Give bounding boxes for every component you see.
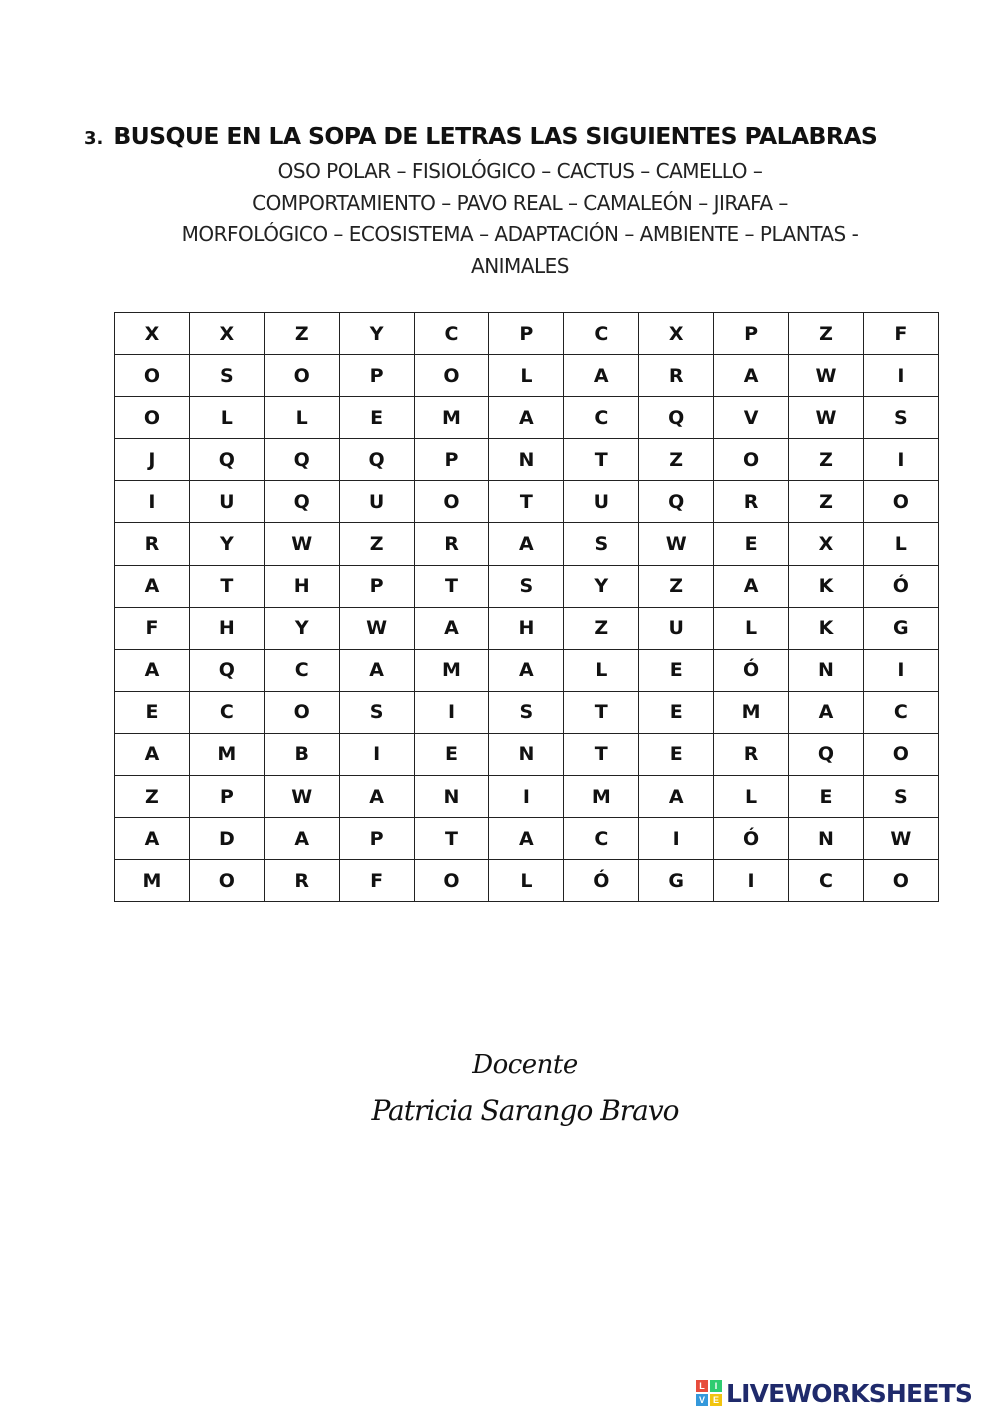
grid-cell[interactable]: A [339, 776, 414, 818]
grid-cell[interactable]: L [489, 860, 564, 902]
brand-icon-tile: V [696, 1394, 708, 1406]
grid-cell[interactable]: Ó [714, 649, 789, 691]
grid-row [115, 691, 939, 733]
activity-heading [84, 122, 944, 150]
grid-cell[interactable]: S [489, 691, 564, 733]
grid-cell[interactable]: Z [339, 523, 414, 565]
grid-cell[interactable]: Z [264, 313, 339, 355]
grid-row [115, 439, 939, 481]
grid-cell[interactable]: E [714, 523, 789, 565]
grid-cell[interactable]: X [189, 313, 264, 355]
grid-cell[interactable]: Q [639, 397, 714, 439]
brand-icon [696, 1380, 722, 1406]
grid-row [115, 649, 939, 691]
grid-cell[interactable]: Z [789, 313, 864, 355]
grid-cell[interactable]: A [115, 565, 190, 607]
grid-cell[interactable]: Ó [714, 818, 789, 860]
grid-cell[interactable]: Y [339, 313, 414, 355]
grid-cell[interactable]: M [714, 691, 789, 733]
grid-cell[interactable]: Y [264, 607, 339, 649]
grid-cell[interactable]: I [714, 860, 789, 902]
grid-cell[interactable]: U [639, 607, 714, 649]
grid-row [115, 523, 939, 565]
grid-row [115, 313, 939, 355]
grid-cell[interactable]: O [863, 481, 938, 523]
grid-cell[interactable]: M [414, 397, 489, 439]
grid-cell[interactable]: O [414, 860, 489, 902]
grid-cell[interactable]: M [414, 649, 489, 691]
grid-cell[interactable]: Z [789, 439, 864, 481]
grid-cell[interactable]: F [339, 860, 414, 902]
grid-cell[interactable]: W [863, 818, 938, 860]
grid-cell[interactable]: A [489, 818, 564, 860]
grid-cell[interactable]: Q [189, 649, 264, 691]
grid-cell[interactable]: W [789, 397, 864, 439]
grid-cell[interactable]: S [564, 523, 639, 565]
word-list [100, 156, 940, 282]
grid-cell[interactable]: I [414, 691, 489, 733]
grid-cell[interactable]: A [264, 818, 339, 860]
grid-cell[interactable]: Z [789, 481, 864, 523]
grid-cell[interactable]: S [189, 355, 264, 397]
grid-cell[interactable]: A [714, 565, 789, 607]
grid-cell[interactable]: T [564, 733, 639, 775]
grid-cell[interactable]: E [789, 776, 864, 818]
grid-cell[interactable]: C [414, 313, 489, 355]
grid-cell[interactable]: W [264, 523, 339, 565]
grid-cell[interactable]: O [189, 860, 264, 902]
grid-cell[interactable]: Z [115, 776, 190, 818]
grid-cell[interactable]: A [789, 691, 864, 733]
grid-cell[interactable]: L [564, 649, 639, 691]
grid-cell[interactable]: I [639, 818, 714, 860]
grid-cell[interactable]: P [339, 355, 414, 397]
grid-cell[interactable]: Ó [564, 860, 639, 902]
grid-cell[interactable]: S [863, 397, 938, 439]
grid-cell[interactable]: K [789, 565, 864, 607]
grid-cell[interactable]: Q [189, 439, 264, 481]
grid-cell[interactable]: R [714, 481, 789, 523]
grid-cell[interactable]: A [639, 776, 714, 818]
grid-cell[interactable]: O [264, 691, 339, 733]
grid-cell[interactable]: W [264, 776, 339, 818]
grid-cell[interactable]: C [189, 691, 264, 733]
grid-cell[interactable]: R [414, 523, 489, 565]
grid-cell[interactable]: W [339, 607, 414, 649]
grid-cell[interactable]: Y [189, 523, 264, 565]
grid-cell[interactable]: U [189, 481, 264, 523]
grid-cell[interactable]: T [564, 691, 639, 733]
grid-cell[interactable]: A [414, 607, 489, 649]
grid-cell[interactable]: H [489, 607, 564, 649]
grid-cell[interactable]: N [414, 776, 489, 818]
grid-cell[interactable]: L [189, 397, 264, 439]
grid-cell[interactable]: Q [339, 439, 414, 481]
word-list-line: COMPORTAMIENTO – PAVO REAL – CAMALEÓN – JIRAFA – [252, 190, 788, 215]
grid-cell[interactable]: L [863, 523, 938, 565]
grid-cell[interactable]: E [414, 733, 489, 775]
grid-cell[interactable]: N [489, 733, 564, 775]
grid-cell[interactable]: U [339, 481, 414, 523]
word-list-line: ANIMALES [471, 253, 569, 278]
grid-cell[interactable]: Z [639, 565, 714, 607]
grid-row [115, 481, 939, 523]
grid-cell[interactable]: R [639, 355, 714, 397]
grid-cell[interactable]: H [189, 607, 264, 649]
grid-cell[interactable]: I [863, 439, 938, 481]
grid-cell[interactable]: G [639, 860, 714, 902]
grid-cell[interactable]: N [789, 818, 864, 860]
grid-cell[interactable]: Q [639, 481, 714, 523]
grid-cell[interactable]: X [115, 313, 190, 355]
grid-cell[interactable]: A [714, 355, 789, 397]
grid-cell[interactable]: L [714, 607, 789, 649]
grid-cell[interactable]: I [863, 649, 938, 691]
grid-cell[interactable]: S [489, 565, 564, 607]
grid-cell[interactable]: A [115, 649, 190, 691]
grid-cell[interactable]: X [639, 313, 714, 355]
grid-cell[interactable]: A [564, 355, 639, 397]
grid-cell[interactable]: M [189, 733, 264, 775]
grid-cell[interactable]: O [115, 355, 190, 397]
grid-cell[interactable]: F [863, 313, 938, 355]
grid-cell[interactable]: O [414, 355, 489, 397]
grid-row [115, 355, 939, 397]
grid-cell[interactable]: Q [264, 481, 339, 523]
grid-cell[interactable]: Z [639, 439, 714, 481]
grid-cell[interactable]: L [489, 355, 564, 397]
grid-cell[interactable]: W [639, 523, 714, 565]
brand-logo [696, 1376, 972, 1410]
grid-cell[interactable]: R [714, 733, 789, 775]
brand-icon-tile: I [710, 1380, 722, 1392]
grid-cell[interactable]: T [414, 565, 489, 607]
grid-row [115, 776, 939, 818]
grid-cell[interactable]: A [489, 397, 564, 439]
grid-row [115, 565, 939, 607]
grid-cell[interactable]: U [564, 481, 639, 523]
activity-instruction: BUSQUE EN LA SOPA DE LETRAS LAS SIGUIENTES PALABRAS [113, 122, 878, 150]
grid-cell[interactable]: L [714, 776, 789, 818]
grid-cell[interactable]: C [564, 818, 639, 860]
grid-cell[interactable]: P [339, 565, 414, 607]
grid-row [115, 818, 939, 860]
grid-cell[interactable]: P [189, 776, 264, 818]
grid-cell[interactable]: C [789, 860, 864, 902]
grid-cell[interactable]: I [863, 355, 938, 397]
signature-name: Patricia Sarango Bravo [371, 1094, 679, 1127]
grid-cell[interactable]: C [564, 397, 639, 439]
brand-icon-tile: E [710, 1394, 722, 1406]
grid-cell[interactable]: M [115, 860, 190, 902]
grid-cell[interactable]: A [489, 649, 564, 691]
grid-row [115, 733, 939, 775]
grid-cell[interactable]: T [564, 439, 639, 481]
grid-cell[interactable]: B [264, 733, 339, 775]
grid-cell[interactable]: P [489, 313, 564, 355]
grid-cell[interactable]: A [489, 523, 564, 565]
grid-cell[interactable]: A [115, 733, 190, 775]
grid-cell[interactable]: V [714, 397, 789, 439]
grid-cell[interactable]: E [115, 691, 190, 733]
grid-cell[interactable]: A [115, 818, 190, 860]
grid-cell[interactable]: G [863, 607, 938, 649]
grid-cell[interactable]: Q [264, 439, 339, 481]
word-list-line: MORFOLÓGICO – ECOSISTEMA – ADAPTACIÓN – AMBIENTE – PLANTAS - [181, 222, 859, 246]
grid-cell[interactable]: S [339, 691, 414, 733]
grid-cell[interactable]: C [264, 649, 339, 691]
grid-cell[interactable]: R [115, 523, 190, 565]
grid-cell[interactable]: H [264, 565, 339, 607]
grid-row [115, 397, 939, 439]
word-search-grid [114, 312, 939, 902]
activity-number: 3. [84, 128, 104, 149]
grid-cell[interactable]: O [714, 439, 789, 481]
grid-row [115, 607, 939, 649]
grid-cell[interactable]: P [414, 439, 489, 481]
grid-cell[interactable]: O [863, 860, 938, 902]
grid-cell[interactable]: Y [564, 565, 639, 607]
grid-cell[interactable]: Ó [863, 565, 938, 607]
grid-cell[interactable]: X [789, 523, 864, 565]
grid-cell[interactable]: Q [789, 733, 864, 775]
brand-name: LIVEWORKSHEETS [726, 1378, 973, 1408]
grid-cell[interactable]: P [714, 313, 789, 355]
grid-cell[interactable]: T [189, 565, 264, 607]
grid-cell[interactable]: I [489, 776, 564, 818]
grid-cell[interactable]: I [339, 733, 414, 775]
grid-cell[interactable]: W [789, 355, 864, 397]
grid-cell[interactable]: I [115, 481, 190, 523]
grid-cell[interactable]: Z [564, 607, 639, 649]
grid-cell[interactable]: O [863, 733, 938, 775]
grid-cell[interactable]: S [863, 776, 938, 818]
grid-cell[interactable]: O [264, 355, 339, 397]
grid-cell[interactable]: T [414, 818, 489, 860]
grid-cell[interactable]: E [639, 733, 714, 775]
grid-cell[interactable]: O [115, 397, 190, 439]
grid-cell[interactable]: F [115, 607, 190, 649]
grid-cell[interactable]: N [489, 439, 564, 481]
grid-cell[interactable]: E [339, 397, 414, 439]
grid-cell[interactable]: L [264, 397, 339, 439]
grid-cell[interactable]: M [564, 776, 639, 818]
grid-cell[interactable]: T [489, 481, 564, 523]
grid-cell[interactable]: J [115, 439, 190, 481]
grid-row [115, 860, 939, 902]
grid-cell[interactable]: C [564, 313, 639, 355]
grid-cell[interactable]: N [789, 649, 864, 691]
grid-cell[interactable]: E [639, 691, 714, 733]
signature-role: Docente [472, 1050, 578, 1080]
word-list-line: OSO POLAR – FISIOLÓGICO – CACTUS – CAMELLO – [277, 159, 763, 183]
grid-cell[interactable]: K [789, 607, 864, 649]
grid-cell[interactable]: A [339, 649, 414, 691]
grid-cell[interactable]: E [639, 649, 714, 691]
grid-cell[interactable]: O [414, 481, 489, 523]
brand-icon-tile: L [696, 1380, 708, 1392]
grid-cell[interactable]: R [264, 860, 339, 902]
grid-cell[interactable]: D [189, 818, 264, 860]
grid-cell[interactable]: P [339, 818, 414, 860]
grid-cell[interactable]: C [863, 691, 938, 733]
